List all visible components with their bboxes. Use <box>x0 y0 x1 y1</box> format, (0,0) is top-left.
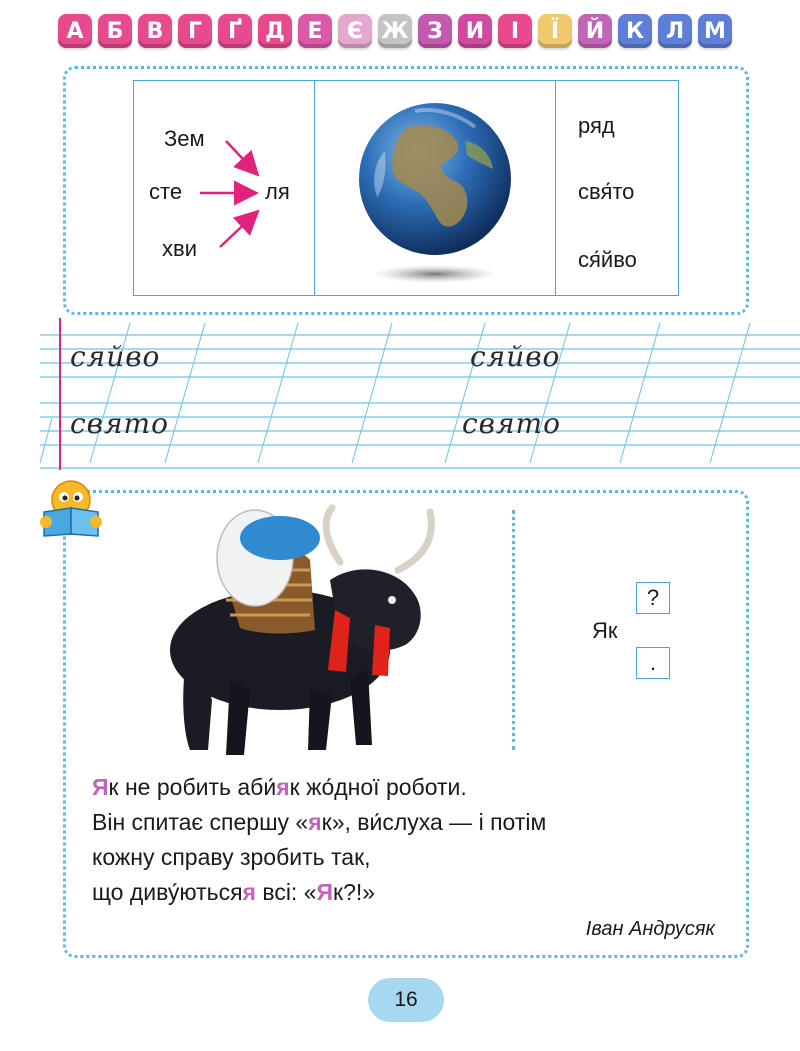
poem-fragment: к не робить аби́ <box>108 774 277 800</box>
handwriting-word-4: свято <box>462 407 561 440</box>
words-cell <box>555 81 678 295</box>
poem-fragment: к», ви́слуха — і потім <box>321 809 547 835</box>
poem-fragment: Він спитає спершу « <box>92 809 309 835</box>
word-table <box>133 80 679 296</box>
syllable-ste: сте <box>149 179 183 204</box>
alphabet-letter: И <box>458 14 492 48</box>
alphabet-letter: Л <box>658 14 692 48</box>
highlighted-letter: я <box>308 809 322 835</box>
alphabet-letter: В <box>138 14 172 48</box>
dotted-divider <box>512 510 515 750</box>
alphabet-letter: Б <box>98 14 132 48</box>
handwriting-word-3: свято <box>70 407 169 440</box>
globe-icon <box>315 81 556 297</box>
handwriting-word-2: сяйво <box>470 340 561 373</box>
poem-line <box>92 805 732 840</box>
highlighted-letter: Я <box>316 879 334 905</box>
word-siaivo: ся́йво <box>578 247 637 272</box>
poem-line <box>92 875 732 910</box>
poem-fragment: к жо́дної роботи. <box>289 774 467 800</box>
word-riad: ряд <box>578 113 615 138</box>
syllable-lia: ля <box>265 179 290 204</box>
poem-fragment: що диву́ються <box>92 879 243 905</box>
period-mark-box: . <box>636 647 670 679</box>
alphabet-letter: Ж <box>378 14 412 48</box>
highlighted-letter: я <box>276 774 290 800</box>
alphabet-letter: Є <box>338 14 372 48</box>
handwriting-word-1: сяйво <box>70 340 161 373</box>
alphabet-letter: Ґ <box>218 14 252 48</box>
highlighted-letter: Я <box>92 774 109 800</box>
poem-text <box>92 770 732 910</box>
poem-line <box>92 770 732 805</box>
alphabet-letter: К <box>618 14 652 48</box>
alphabet-letter: А <box>58 14 92 48</box>
syllable-zem: Зем <box>164 126 205 151</box>
syllable-khvy: хви <box>162 236 197 261</box>
reading-smiley-icon <box>36 478 106 538</box>
alphabet-letter: Г <box>178 14 212 48</box>
globe-cell <box>314 81 555 295</box>
yak-question-label: Як <box>592 618 618 643</box>
alphabet-letter: Ї <box>538 14 572 48</box>
poem-fragment: кожну справу зробить так, <box>92 844 371 870</box>
syllable-cell <box>134 81 314 295</box>
alphabet-letter: Й <box>578 14 612 48</box>
alphabet-letter: І <box>498 14 532 48</box>
alphabet-letter: Д <box>258 14 292 48</box>
alphabet-strip <box>58 14 758 54</box>
question-mark-box: ? <box>636 582 670 614</box>
alphabet-letter: З <box>418 14 452 48</box>
yak-image <box>160 500 460 762</box>
alphabet-letter: Е <box>298 14 332 48</box>
poem-fragment: к?!» <box>333 879 376 905</box>
poem-line <box>92 840 732 875</box>
highlighted-letter: я <box>242 879 256 905</box>
handwriting-lines <box>0 318 800 488</box>
arrows-icon <box>134 81 314 297</box>
word-sviato: свя́то <box>578 179 635 204</box>
alphabet-letter: М <box>698 14 732 48</box>
page-number: 16 <box>368 978 444 1022</box>
poem-fragment: всі: « <box>255 879 317 905</box>
poem-author: Іван Андрусяк <box>585 918 715 940</box>
